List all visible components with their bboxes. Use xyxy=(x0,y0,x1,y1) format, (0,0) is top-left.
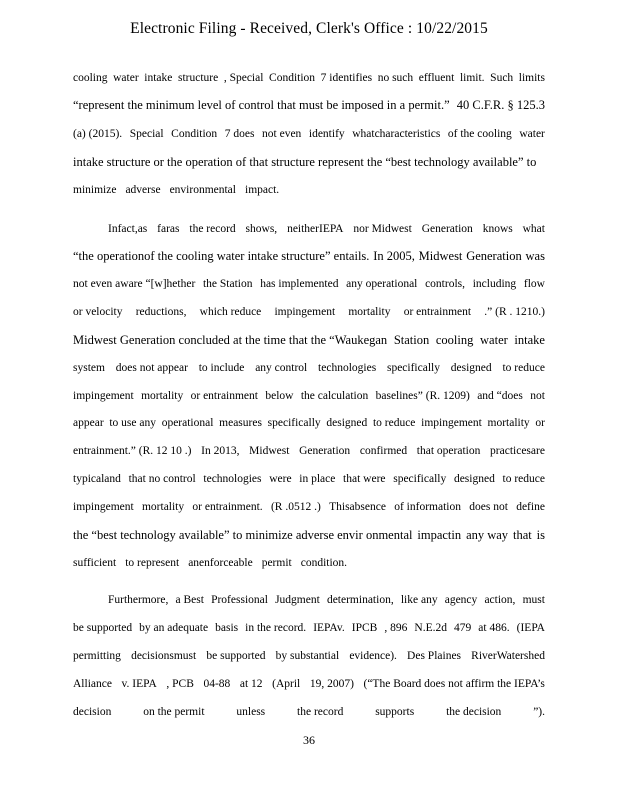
text-segment: Des Plaines xyxy=(407,650,462,662)
text-line xyxy=(73,472,545,486)
text-segment: Such xyxy=(490,72,514,84)
text-segment: minimize xyxy=(73,184,117,196)
text-segment: 7 identifies xyxy=(320,72,373,84)
text-segment: does not xyxy=(469,501,508,513)
text-segment: must xyxy=(522,594,545,606)
text-segment: the record xyxy=(297,706,344,718)
text-segment: Generation xyxy=(421,223,473,235)
text-segment: measures xyxy=(219,417,262,429)
text-segment: intake xyxy=(514,333,545,347)
text-segment: the Station xyxy=(202,278,253,290)
text-segment: not even aware “[w]hether xyxy=(73,278,196,290)
text-segment: to use any xyxy=(109,417,156,429)
text-segment: decisionsmust xyxy=(131,650,197,662)
text-line xyxy=(73,71,545,85)
text-segment: the calculation xyxy=(300,390,369,402)
text-segment: specifically xyxy=(393,473,447,485)
text-segment: at 12 xyxy=(239,678,263,690)
text-segment: or velocity xyxy=(73,306,123,318)
text-segment: below xyxy=(265,390,294,402)
text-segment: evidence). xyxy=(349,650,397,662)
text-segment: in the record. xyxy=(245,622,307,634)
text-segment: be supported xyxy=(73,622,133,634)
text-segment: , Special xyxy=(223,72,264,84)
text-segment: mortality xyxy=(141,501,185,513)
text-line xyxy=(73,127,545,141)
text-segment: faras xyxy=(157,223,180,235)
text-segment: or entrainment. xyxy=(192,501,263,513)
text-segment: (R .0512 .) xyxy=(270,501,321,513)
text-segment: “represent the minimum level of control that must be imposed in a permit.” xyxy=(73,98,450,112)
text-segment: that were xyxy=(343,473,386,485)
text-segment: water xyxy=(480,333,508,347)
text-line xyxy=(73,705,545,719)
text-segment: (a) (2015). xyxy=(73,128,123,140)
text-segment: (IEPA xyxy=(516,622,545,634)
text-segment: system xyxy=(73,362,105,374)
text-segment: not even xyxy=(262,128,302,140)
text-segment: adverse xyxy=(125,184,161,196)
text-segment: designed xyxy=(453,473,495,485)
text-segment: effluent xyxy=(418,72,455,84)
text-segment: were xyxy=(269,473,292,485)
text-segment: water xyxy=(519,128,545,140)
text-segment: Generation xyxy=(299,445,351,457)
text-segment: to reduce xyxy=(372,417,416,429)
text-segment: is xyxy=(536,528,545,542)
text-segment: .” (R . 1210.) xyxy=(484,306,545,318)
text-segment: identify xyxy=(308,128,345,140)
text-segment: or entrainment xyxy=(403,306,472,318)
text-line xyxy=(73,528,545,542)
text-segment: , 896 xyxy=(384,622,408,634)
text-segment: has implemented xyxy=(260,278,339,290)
text-line xyxy=(73,183,545,197)
text-segment: entrainment.” (R. 12 10 .) xyxy=(73,445,192,457)
text-line xyxy=(108,593,545,607)
text-segment: Infact,as xyxy=(108,223,148,235)
text-segment: flow xyxy=(523,278,545,290)
text-segment: RiverWatershed xyxy=(471,650,545,662)
text-line xyxy=(73,621,545,635)
text-segment: condition. xyxy=(300,557,348,569)
text-line xyxy=(73,361,545,375)
text-segment: practicesare xyxy=(490,445,545,457)
text-segment: 479 xyxy=(454,622,472,634)
text-segment: knows xyxy=(482,223,513,235)
text-segment: Condition xyxy=(269,72,316,84)
text-segment: cooling xyxy=(435,333,474,347)
text-segment: the record xyxy=(189,223,236,235)
text-segment: any way xyxy=(466,528,509,542)
text-segment: Midwest xyxy=(249,445,290,457)
text-segment: mortality xyxy=(487,417,530,429)
text-line xyxy=(108,222,545,236)
text-segment: agency xyxy=(444,594,478,606)
text-segment: that operation xyxy=(416,445,481,457)
text-line xyxy=(73,444,545,458)
text-segment: no such xyxy=(377,72,414,84)
text-segment: IEPAv. xyxy=(313,622,345,634)
text-segment: does not appear xyxy=(115,362,188,374)
text-segment: at 486. xyxy=(478,622,510,634)
text-segment: technologies xyxy=(203,473,262,485)
text-segment: IPCB xyxy=(351,622,378,634)
text-segment: appear xyxy=(73,417,104,429)
text-segment: or xyxy=(535,417,545,429)
text-line xyxy=(73,333,545,347)
text-segment: by an adequate xyxy=(139,622,209,634)
text-segment: specifically xyxy=(386,362,440,374)
text-line xyxy=(73,389,545,403)
text-segment: 19, 2007) xyxy=(309,678,354,690)
text-segment: to include xyxy=(198,362,245,374)
text-line xyxy=(73,98,545,112)
efiling-header: Electronic Filing - Received, Clerk's Office : 10/22/2015 xyxy=(130,20,488,37)
text-segment: impingement xyxy=(73,501,134,513)
text-segment: Station xyxy=(393,333,430,347)
text-segment: (“The Board does not affirm the IEPA’s xyxy=(363,678,545,690)
text-segment: In 2005, xyxy=(373,249,415,263)
text-segment: impingement xyxy=(274,306,336,318)
text-segment: confirmed xyxy=(359,445,408,457)
text-segment: a Best xyxy=(175,594,204,606)
text-segment: that no control xyxy=(128,473,196,485)
text-segment: any operational xyxy=(346,278,418,290)
page-number: 36 xyxy=(303,733,315,747)
text-segment: cooling xyxy=(73,72,108,84)
text-segment: and “does xyxy=(477,390,523,402)
text-segment: like any xyxy=(400,594,438,606)
text-segment: 40 C.F.R. § 125.3 xyxy=(456,98,545,112)
text-segment: technologies xyxy=(318,362,377,374)
text-segment: Condition xyxy=(171,128,218,140)
text-segment: mortality xyxy=(141,390,184,402)
text-segment: environmental xyxy=(169,184,236,196)
text-segment: (April xyxy=(272,678,301,690)
text-segment: v. IEPA xyxy=(121,678,157,690)
text-segment: action, xyxy=(484,594,516,606)
text-segment: be supported xyxy=(206,650,266,662)
text-segment: impingement xyxy=(421,417,482,429)
text-segment: whatcharacteristics xyxy=(352,128,441,140)
text-segment: any control xyxy=(255,362,308,374)
text-segment: “the operationof the cooling water intake structure” entails. xyxy=(73,249,370,263)
text-segment: designed xyxy=(450,362,492,374)
text-segment: in place xyxy=(299,473,336,485)
text-segment: which reduce xyxy=(199,306,262,318)
text-segment: unless xyxy=(236,706,266,718)
text-line xyxy=(73,249,545,263)
text-segment: ”). xyxy=(533,706,545,718)
text-segment: designed xyxy=(326,417,368,429)
text-segment: of the cooling xyxy=(447,128,512,140)
text-segment: impingement xyxy=(73,390,134,402)
text-segment: typicaland xyxy=(73,473,121,485)
text-segment: Generation xyxy=(466,249,522,263)
text-line xyxy=(73,500,545,514)
text-segment: basis xyxy=(215,622,239,634)
text-segment: including xyxy=(472,278,517,290)
text-line xyxy=(73,305,545,319)
text-segment: on the permit xyxy=(143,706,205,718)
text-segment: Thisabsence xyxy=(329,501,386,513)
text-segment: Judgment xyxy=(275,594,320,606)
text-segment: 04-88 xyxy=(203,678,231,690)
text-segment: Midwest xyxy=(418,249,463,263)
text-segment: operational xyxy=(161,417,214,429)
text-segment: nor Midwest xyxy=(353,223,412,235)
text-segment: , PCB xyxy=(166,678,194,690)
text-segment: Special xyxy=(129,128,164,140)
text-line xyxy=(73,556,545,570)
text-segment: reductions, xyxy=(135,306,187,318)
text-segment: intake structure or the operation of that structure represent the “best technology available” to xyxy=(73,155,537,169)
text-segment: define xyxy=(516,501,545,513)
text-segment: Alliance xyxy=(73,678,112,690)
text-segment: impact. xyxy=(245,184,280,196)
text-line xyxy=(73,416,545,430)
text-segment: the “best technology available” to minimize adverse envir onmental xyxy=(73,528,413,542)
text-segment: mortality xyxy=(348,306,391,318)
text-segment: was xyxy=(525,249,545,263)
text-segment: sufficient xyxy=(73,557,117,569)
text-segment: baselines” (R. 1209) xyxy=(375,390,470,402)
text-segment: water xyxy=(113,72,139,84)
text-segment: impactin xyxy=(417,528,462,542)
text-segment: to represent xyxy=(125,557,180,569)
text-segment: controls, xyxy=(425,278,466,290)
text-segment: of information xyxy=(394,501,461,513)
text-segment: 7 does xyxy=(224,128,255,140)
text-segment: or entrainment xyxy=(190,390,258,402)
text-segment: neitherIEPA xyxy=(287,223,344,235)
text-segment: the decision xyxy=(446,706,502,718)
text-segment: intake xyxy=(144,72,173,84)
text-segment: Furthermore, xyxy=(108,594,169,606)
text-line xyxy=(73,155,545,169)
text-segment: limits xyxy=(518,72,545,84)
text-segment: permit xyxy=(261,557,292,569)
text-segment: permitting xyxy=(73,650,121,662)
text-line xyxy=(73,277,545,291)
text-segment: limit. xyxy=(459,72,485,84)
text-segment: by substantial xyxy=(275,650,340,662)
text-segment: what xyxy=(522,223,545,235)
text-line xyxy=(73,677,545,691)
text-segment: determination, xyxy=(326,594,394,606)
text-line xyxy=(73,649,545,663)
text-segment: shows, xyxy=(245,223,278,235)
text-segment: Professional xyxy=(211,594,268,606)
text-segment: anenforceable xyxy=(188,557,253,569)
text-segment: to reduce xyxy=(502,473,545,485)
text-segment: to reduce xyxy=(502,362,545,374)
text-segment: that xyxy=(512,528,532,542)
text-segment: In 2013, xyxy=(201,445,240,457)
text-segment: specifically xyxy=(267,417,321,429)
text-segment: supports xyxy=(375,706,415,718)
text-segment: N.E.2d xyxy=(414,622,447,634)
text-segment: decision xyxy=(73,706,112,718)
text-segment: structure xyxy=(177,72,219,84)
text-segment: not xyxy=(530,390,545,402)
text-segment: Midwest Generation concluded at the time that the “Waukegan xyxy=(73,333,388,347)
